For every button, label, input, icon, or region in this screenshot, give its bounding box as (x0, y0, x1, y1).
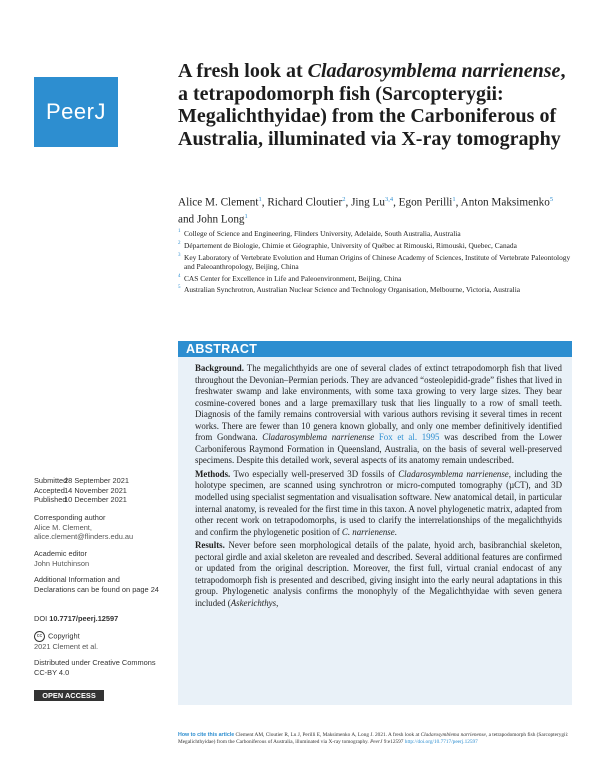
title-part-1: A fresh look at (178, 60, 308, 82)
abstract-results (195, 540, 562, 609)
affiliation-text: College of Science and Engineering, Flinders University, Adelaide, South Australia, Australia (184, 229, 461, 238)
how-to-cite (178, 732, 573, 746)
accepted-label: Accepted (34, 485, 65, 495)
how-to-cite-text: , a tetrapodomorph fish (Sarcopterygii: Megalichthyidae) from the Carboniferous of Australia, illuminated via X-ray tomography. (178, 732, 569, 746)
methods-text: Two especially well-preserved 3D fossils of (230, 468, 399, 479)
academic-editor-label: Academic editor (34, 549, 87, 558)
methods-text: , including the holotype specimen, are scanned using synchrotron or micro-computed tomography (µCT), and 3D modelled using specialist segmentation and visualisation software. New anatomical detail, in particular internal anatomy, is revealed for the first time in this taxon. A novel phylogenetic matrix, adapted from other recent work on tetrapodomorphs, is used to clarify the interrelationships of the megalichthyids and confirm the phylogenetic position of (195, 468, 562, 537)
methods-label: Methods. (195, 468, 231, 479)
license-text[interactable]: Distributed under Creative Commons CC-BY 4.0 (34, 658, 156, 677)
affiliation-item (178, 229, 573, 238)
affiliation-text: Australian Synchrotron, Australian Nuclear Science and Technology Organisation, Melbourne, Victoria, Australia (184, 285, 521, 295)
background-text: The megalichthyids are one of several clades of extinct tetrapodomorph fish that lived throughout the Devonian–Permian periods. They are advanced “osteolepidid-grade” fishes that lived in freshwater swamp and lake environments, with some taxa growing to very large sizes. They bear cosmine-covered bones and a large premaxillary tusk that lies lingually to a row of small teeth. Diagnosis of the family remains controversial with various authors revising it several times in recent works. There are fewer than 10 genera known globally, and only one member definitively identified from Gondwana. (195, 363, 562, 443)
title-species: Cladarosymblema narrienense (307, 60, 561, 82)
author-name: Jing Lu (351, 196, 385, 209)
additional-information-text[interactable]: Additional Information and Declarations can be found on page 24 (34, 575, 159, 594)
author-affil-ref: 1 (258, 196, 262, 203)
submitted-label: Submitted (34, 476, 68, 485)
results-text: Never before seen morphological details of the palate, hyoid arch, basibranchial skeleton, pectoral girdle and axial skeleton are revealed and described. Several additional features are confirmed or updated from the original description. Moreover, the first full, virtual cranial endocast of any tetrapodomorph fish is presented and described, giving insight into the early neural adaptations in this group. Phylogenetic analysis confirms the monophyly of the Megalichthyidae with seven genera included ( (195, 540, 562, 608)
author-affil-ref: 5 (549, 196, 554, 203)
author-affil-ref: 3,4 (384, 196, 394, 203)
journal-volume: 9:e12597 (382, 739, 405, 746)
doi-value[interactable]: 10.7717/peerj.12597 (49, 614, 119, 623)
corresponding-author (34, 513, 174, 542)
published-label: Published (34, 495, 67, 505)
author-conjunction: and (178, 213, 195, 226)
affiliation-number: 3 (178, 252, 181, 258)
author-affil-ref: 1 (244, 212, 248, 220)
abstract-body (178, 357, 572, 705)
affiliation-number: 4 (178, 273, 181, 279)
species-name: Cladarosymblema narrienense (262, 432, 375, 443)
submitted-row (34, 476, 174, 486)
doi (34, 614, 174, 624)
author-name: Egon Perilli (398, 196, 453, 209)
citation-link[interactable]: Fox et al. 1995 (378, 432, 440, 443)
journal-name: PeerJ (370, 739, 383, 746)
author-name: Anton Maksimenko (460, 196, 550, 209)
submitted-date: 28 September 2021 (64, 476, 129, 485)
author-name: John Long (196, 213, 245, 226)
author-separator: , (261, 196, 265, 209)
species-name: Askerichthys (230, 597, 277, 608)
results-text: , (276, 597, 279, 608)
affiliation-number: 2 (178, 240, 181, 246)
affiliation-item (178, 253, 573, 271)
affiliation-item (178, 285, 573, 294)
author-name: Alice M. Clement (178, 196, 259, 209)
doi-label: DOI (34, 614, 48, 623)
academic-editor-name: John Hutchinson (34, 558, 90, 568)
species-name: Cladarosymblema narrienense (398, 468, 509, 479)
affiliation-number: 1 (178, 229, 181, 234)
how-to-cite-label: How to cite this article (178, 732, 235, 738)
author-name: Richard Cloutier (267, 196, 343, 209)
published-row (34, 495, 174, 505)
author-separator: , (393, 196, 396, 209)
affiliation-number: 5 (178, 285, 181, 291)
corresponding-author-label: Corresponding author (34, 513, 106, 522)
background-label: Background. (195, 363, 244, 373)
title-part-2: , a tetrapodomorph fish (Sarcopterygii: Megalichthyidae) from the Carboniferous of Australia, illuminated via X-ray tomography (178, 60, 566, 150)
species-name: C. narrienense (341, 526, 395, 537)
corresponding-author-email[interactable]: alice.clement@flinders.edu.au (34, 532, 134, 542)
abstract-methods (195, 469, 562, 538)
author-list (178, 193, 568, 226)
accepted-row (34, 486, 174, 496)
affiliation-text: Key Laboratory of Vertebrate Evolution and Human Origins of Chinese Academy of Sciences, Institute of Vertebrate Paleontology and Paleoanthropology, Beijing, China (184, 252, 571, 271)
affiliation-text: Département de Biologie, Chimie et Géographie, University of Québec at Rimouski, Rimouski, Quebec, Canada (184, 240, 517, 250)
abstract-background (195, 363, 562, 467)
affiliations (178, 229, 573, 297)
corresponding-author-name: Alice M. Clement, (34, 522, 92, 532)
background-text: was described from the Lower Carboniferous Raymond Formation in Queensland, Australia, on the basis of several well-preserved specimens. Despite this detailed work, several aspects of its anatomy remain undescribed. (195, 432, 562, 466)
affiliation-text: CAS Center for Excellence in Life and Paleoenvironment, Beijing, China (184, 273, 402, 283)
affiliation-item (178, 241, 573, 250)
copyright-icon: cc (34, 631, 45, 642)
accepted-date: 14 November 2021 (64, 485, 127, 495)
peerj-logo: PeerJ (34, 77, 118, 147)
abstract-header: ABSTRACT (178, 341, 572, 357)
author-affil-ref: 2 (342, 196, 346, 203)
copyright-holder: 2021 Clement et al. (34, 642, 99, 651)
species-name: Cladarosymblema narrienense (420, 732, 486, 738)
doi-link[interactable]: http://doi.org/10.7717/peerj.12597 (404, 739, 478, 746)
copyright-label: Copyright (48, 631, 80, 641)
author-separator: , (455, 196, 459, 209)
published-date: 10 December 2021 (64, 495, 127, 505)
open-access-badge: OPEN ACCESS (34, 690, 104, 701)
license (34, 658, 159, 677)
author-separator: , (345, 196, 349, 209)
methods-text: . (394, 526, 397, 537)
results-label: Results. (195, 540, 225, 551)
how-to-cite-text: Clement AM, Cloutier R, Lu J, Perilli E, Maksimenko A, Long J. 2021. A fresh look at (234, 732, 421, 738)
publication-dates (34, 476, 174, 505)
additional-information (34, 575, 159, 594)
author-affil-ref: 1 (452, 196, 456, 203)
academic-editor (34, 549, 174, 568)
article-title (178, 60, 568, 150)
affiliation-item (178, 274, 573, 283)
copyright (34, 631, 174, 652)
